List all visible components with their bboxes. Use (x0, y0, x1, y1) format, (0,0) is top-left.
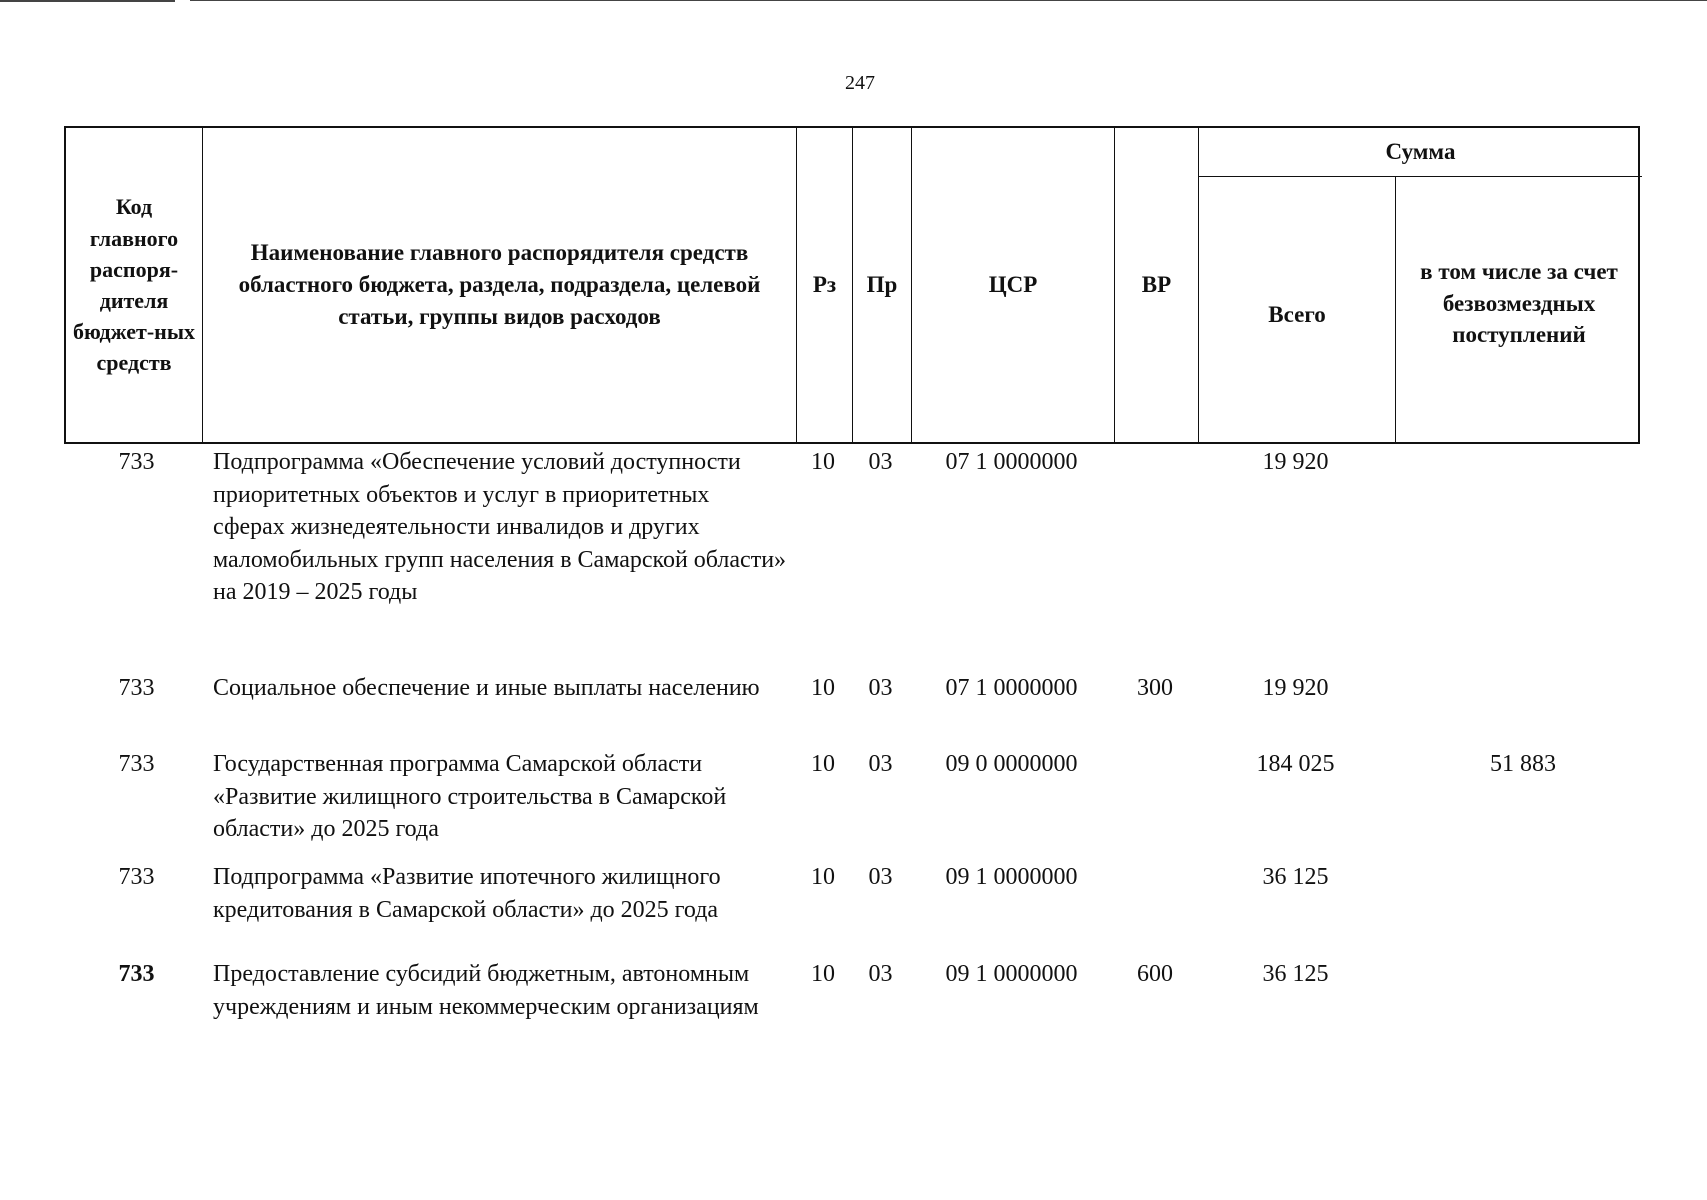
header-rz: Рз (797, 128, 853, 442)
table-body (64, 446, 1640, 1058)
row-rz: 10 (811, 961, 835, 987)
row-code: 733 (118, 751, 155, 777)
row-rz: 10 (811, 675, 835, 701)
table-row (64, 958, 1640, 1058)
header-code: Код главного распоря-дителя бюджет-ных средств (66, 128, 203, 442)
row-pr: 03 (868, 675, 893, 701)
table-header (64, 126, 1640, 444)
header-pr: Пр (853, 128, 912, 442)
header-vr: ВР (1115, 128, 1199, 442)
top-rule-right (190, 0, 1707, 1)
row-csr: 07 1 0000000 (945, 449, 1078, 475)
row-free (1394, 446, 1640, 672)
row-total: 184 025 (1256, 751, 1335, 777)
row-name: Предоставление субсидий бюджетным, автономным учреждениям и иным некоммерческим организациям (213, 961, 759, 1020)
row-csr: 09 0 0000000 (945, 751, 1078, 777)
row-pr: 03 (868, 864, 893, 890)
row-vr: 600 (1137, 961, 1173, 987)
top-rule-left (0, 0, 175, 2)
row-rz: 10 (811, 751, 835, 777)
row-name: Подпрограмма «Обеспечение условий доступности приоритетных объектов и услуг в приоритетных сферах жизнедеятельности инвалидов и других маломобильных групп населения в Самарской области» на 2019 – 2025 годы (213, 449, 787, 605)
table-row (64, 446, 1640, 672)
row-code: 733 (118, 675, 155, 701)
row-name: Подпрограмма «Развитие ипотечного жилищного кредитования в Самарской области» до 2025 года (213, 864, 721, 923)
table-row (64, 748, 1640, 861)
header-free: в том числе за счет безвозмездных поступлений (1420, 258, 1618, 348)
row-pr: 03 (868, 751, 893, 777)
page-number: 247 (845, 72, 875, 94)
row-free (1394, 958, 1640, 1058)
row-total: 19 920 (1262, 449, 1329, 475)
row-vr (1113, 861, 1197, 958)
table-row (64, 672, 1640, 748)
row-name: Государственная программа Самарской области «Развитие жилищного строительства в Самарской области» до 2025 года (213, 751, 727, 842)
row-code: 733 (118, 961, 155, 987)
row-csr: 07 1 0000000 (945, 675, 1078, 701)
row-rz: 10 (811, 864, 835, 890)
row-code: 733 (118, 449, 155, 475)
header-name: Наименование главного распорядителя средств областного бюджета, раздела, подраздела, целевой статьи, группы видов расходов (203, 128, 797, 442)
row-vr (1113, 446, 1197, 672)
row-rz: 10 (811, 449, 835, 475)
row-pr: 03 (868, 961, 893, 987)
row-total: 36 125 (1262, 961, 1329, 987)
row-free: 51 883 (1490, 751, 1556, 777)
row-csr: 09 1 0000000 (945, 864, 1078, 890)
row-csr: 09 1 0000000 (945, 961, 1078, 987)
row-free (1394, 672, 1640, 748)
row-name: Социальное обеспечение и иные выплаты населению (213, 675, 760, 701)
row-code: 733 (118, 864, 155, 890)
header-sum: Сумма (1199, 128, 1642, 177)
row-pr: 03 (868, 449, 893, 475)
header-csr: ЦСР (912, 128, 1115, 442)
row-vr: 300 (1137, 675, 1173, 701)
row-total: 19 920 (1262, 675, 1329, 701)
table-row (64, 861, 1640, 958)
row-total: 36 125 (1262, 864, 1329, 890)
header-total: Всего (1199, 177, 1396, 442)
row-vr (1113, 748, 1197, 861)
row-free (1394, 861, 1640, 958)
